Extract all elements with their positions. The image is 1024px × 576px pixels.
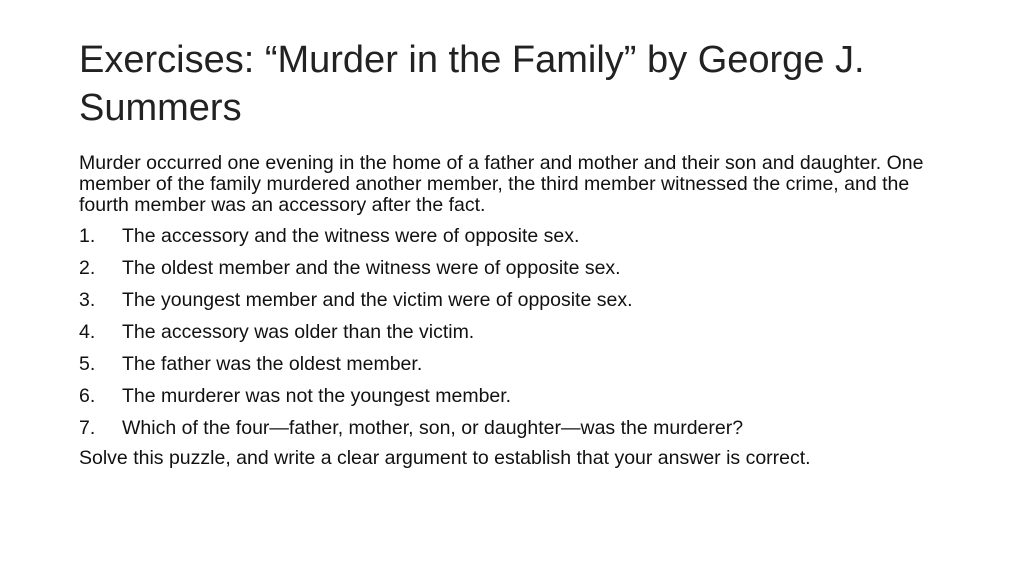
list-text: Which of the four—father, mother, son, or daughter—was the murderer? — [122, 417, 744, 439]
list-text: The oldest member and the witness were of opposite sex. — [122, 257, 621, 279]
list-number: 4. — [79, 321, 96, 343]
list-text: The murderer was not the youngest member. — [122, 385, 512, 407]
list-item — [79, 352, 939, 376]
intro-paragraph: Murder occurred one evening in the home of a father and mother and their son and daughter. One member of the family murdered another member, the third member witnessed the crime, and the fourth member was an accessory after the fact. — [79, 152, 924, 216]
list-number: 3. — [79, 289, 96, 311]
list-number: 1. — [79, 225, 96, 247]
slide-body — [79, 153, 939, 469]
list-item — [79, 320, 939, 344]
outro-paragraph: Solve this puzzle, and write a clear argument to establish that your answer is correct. — [79, 447, 811, 469]
list-item — [79, 256, 939, 280]
list-item — [79, 416, 939, 440]
list-number: 2. — [79, 257, 96, 279]
slide-title: Exercises: “Murder in the Family” by George J. Summers — [79, 39, 865, 129]
list-number: 7. — [79, 417, 96, 439]
list-item — [79, 224, 939, 248]
list-text: The accessory and the witness were of opposite sex. — [122, 225, 580, 247]
list-number: 5. — [79, 353, 96, 375]
clue-list — [79, 224, 939, 440]
list-text: The father was the oldest member. — [122, 353, 423, 375]
list-number: 6. — [79, 385, 96, 407]
list-item — [79, 288, 939, 312]
list-text: The youngest member and the victim were of opposite sex. — [122, 289, 633, 311]
list-text: The accessory was older than the victim. — [122, 321, 475, 343]
list-item — [79, 384, 939, 408]
